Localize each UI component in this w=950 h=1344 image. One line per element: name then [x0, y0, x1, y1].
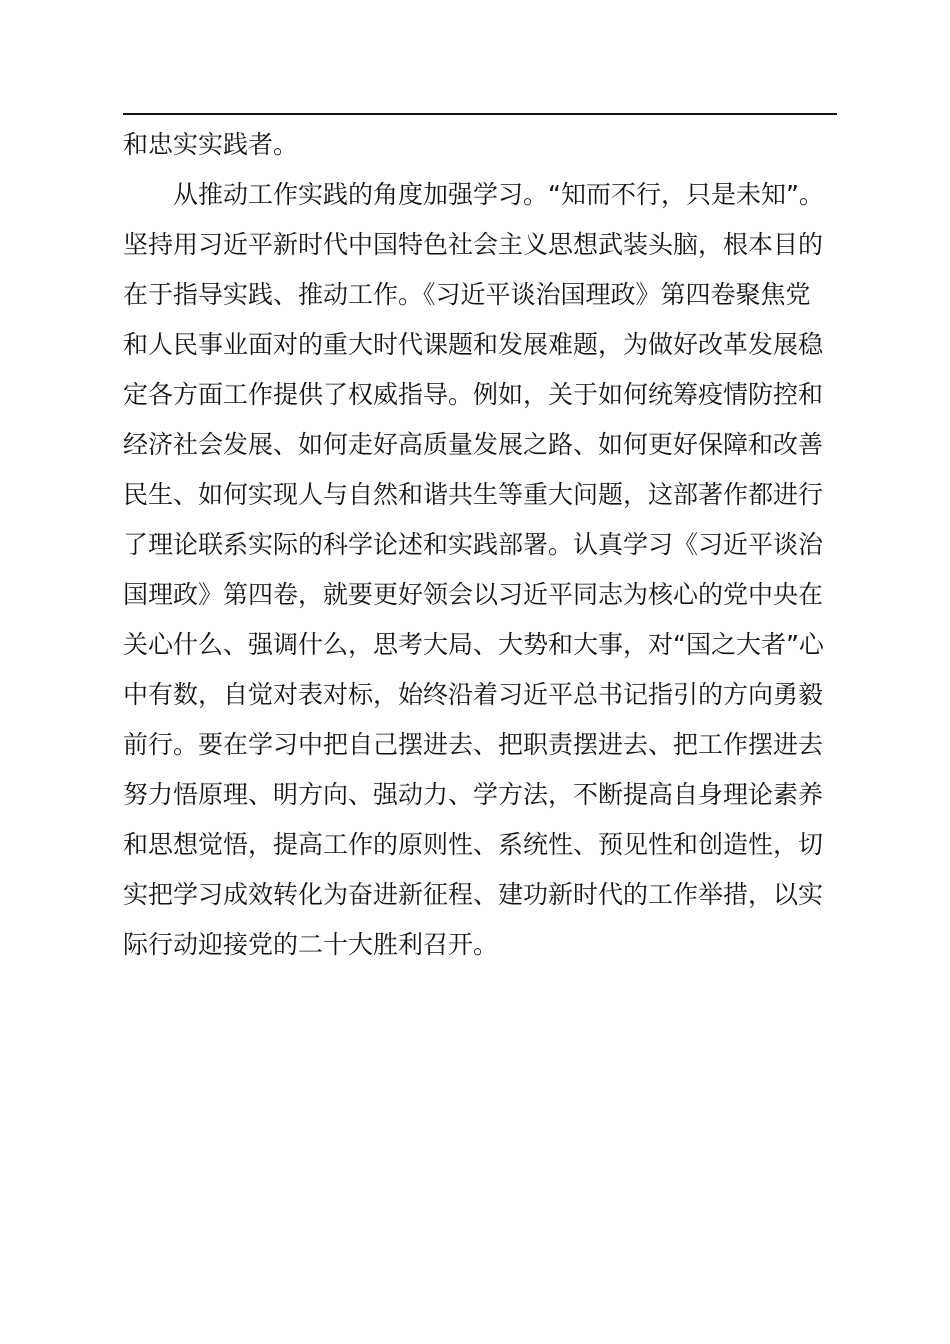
text-line: 中有数，自觉对表对标，始终沿着习近平总书记指引的方向勇毅	[123, 680, 824, 709]
text-line: 定各方面工作提供了权威指导。例如，关于如何统筹疫情防控和	[123, 380, 824, 409]
text-line: 际行动迎接党的二十大胜利召开。	[123, 930, 499, 959]
text-line: 努力悟原理、明方向、强动力、学方法，不断提高自身理论素养	[123, 780, 824, 809]
text-line: 和思想觉悟，提高工作的原则性、系统性、预见性和创造性，切	[123, 830, 824, 859]
text-line: 了理论联系实际的科学论述和实践部署。认真学习《习近平谈治	[123, 530, 824, 559]
text-line: 实把学习成效转化为奋进新征程、建功新时代的工作举措，以实	[123, 880, 824, 909]
text-line: 在于指导实践、推动工作。《习近平谈治国理政》第四卷聚焦党	[123, 280, 811, 309]
text-line: 坚持用习近平新时代中国特色社会主义思想武装头脑，根本目的	[123, 230, 824, 259]
paragraph-first-line: 从推动工作实践的角度加强学习。“知而不行，只是未知”。	[173, 180, 824, 209]
text-line: 和人民事业面对的重大时代课题和发展难题，为做好改革发展稳	[123, 330, 824, 359]
text-line: 前行。要在学习中把自己摆进去、把职责摆进去、把工作摆进去	[123, 730, 824, 759]
text-line: 民生、如何实现人与自然和谐共生等重大问题，这部著作都进行	[123, 480, 824, 509]
text-line: 经济社会发展、如何走好高质量发展之路、如何更好保障和改善	[123, 430, 824, 459]
text-line: 和忠实实践者。	[123, 130, 299, 159]
text-line: 国理政》第四卷，就要更好领会以习近平同志为核心的党中央在	[123, 580, 824, 609]
text-line: 关心什么、强调什么，思考大局、大势和大事，对“国之大者”心	[123, 630, 824, 659]
body-text	[123, 120, 837, 970]
header-rule	[123, 113, 837, 115]
